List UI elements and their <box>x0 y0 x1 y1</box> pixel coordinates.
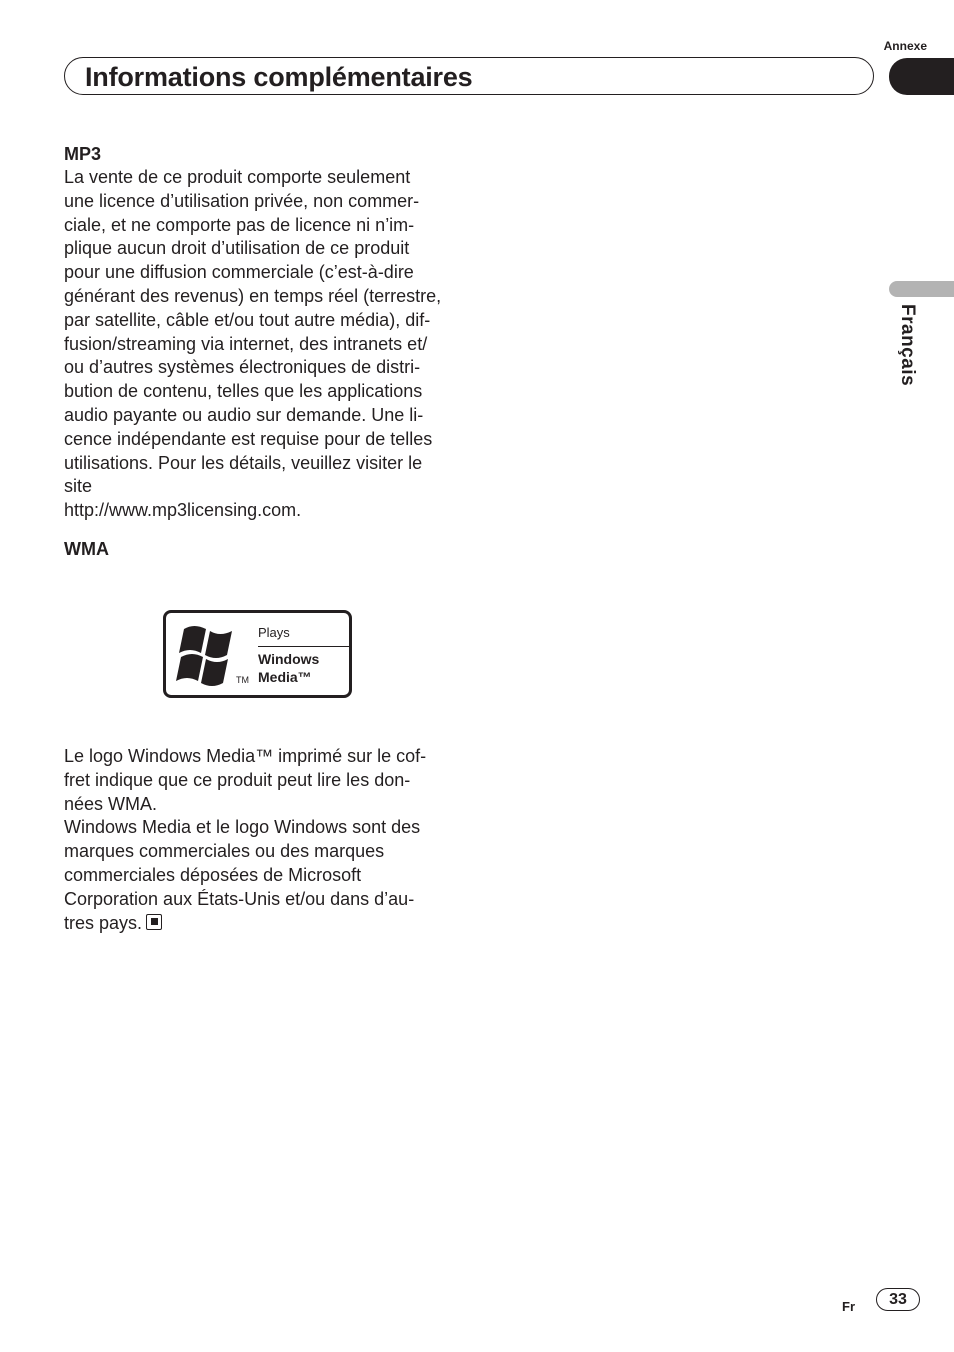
language-label: Français <box>897 304 918 387</box>
mp3-section <box>64 142 464 561</box>
end-of-section-icon <box>146 914 162 930</box>
page-title: Informations complémentaires <box>85 62 473 92</box>
wma-paragraph-1: Le logo Windows Media™ imprimé sur le cof- fret indique que ce produit peut lire les don- nées WMA. <box>64 746 427 814</box>
language-tab <box>889 281 954 297</box>
wma-section <box>64 745 464 935</box>
mp3-body: La vente de ce produit comporte seulement une licence d’utilisation privée, non commer- ciale, et ne comporte pas de licence ni n’im- plique aucun droit d’utilisation de ce produit pour une diffusion commerciale (c’est-à-dire générant des revenus) en temps réel (terrestre, par satellite, câble et/ou tout autre média), dif- fusion/streaming via internet, des intranets et/ ou d’autres systèmes électroniques de distri- bution de contenu, telles que les applications audio payante ou audio sur demande. Une li- cence indépendante est requise pour de telles utilisations. Pour les détails, veuillez visiter le site http://www.mp3licensing.com. <box>64 167 442 521</box>
section-label: Annexe <box>883 39 927 53</box>
page-title-box <box>64 57 874 95</box>
logo-windows-text: Windows <box>258 651 320 667</box>
section-tab <box>889 58 954 95</box>
logo-media-text: Media™ <box>258 669 312 685</box>
logo-divider <box>258 646 350 647</box>
page-number: 33 <box>876 1288 920 1311</box>
wma-heading: WMA <box>64 538 109 559</box>
language-code: Fr <box>842 1299 855 1314</box>
mp3-heading: MP3 <box>64 144 102 164</box>
wma-paragraph-2 <box>64 816 464 935</box>
logo-plays-text: Plays <box>258 625 290 640</box>
logo-tm-mark: TM <box>236 675 249 685</box>
plays-windows-media-logo <box>163 610 352 698</box>
windows-flag-icon <box>174 623 240 689</box>
wma-paragraph-2-text: Windows Media et le logo Windows sont des marques commerciales ou des marques commerciales déposées de Microsoft Corporation aux États-Unis et/ou dans d’au- tres pays. <box>64 817 421 933</box>
